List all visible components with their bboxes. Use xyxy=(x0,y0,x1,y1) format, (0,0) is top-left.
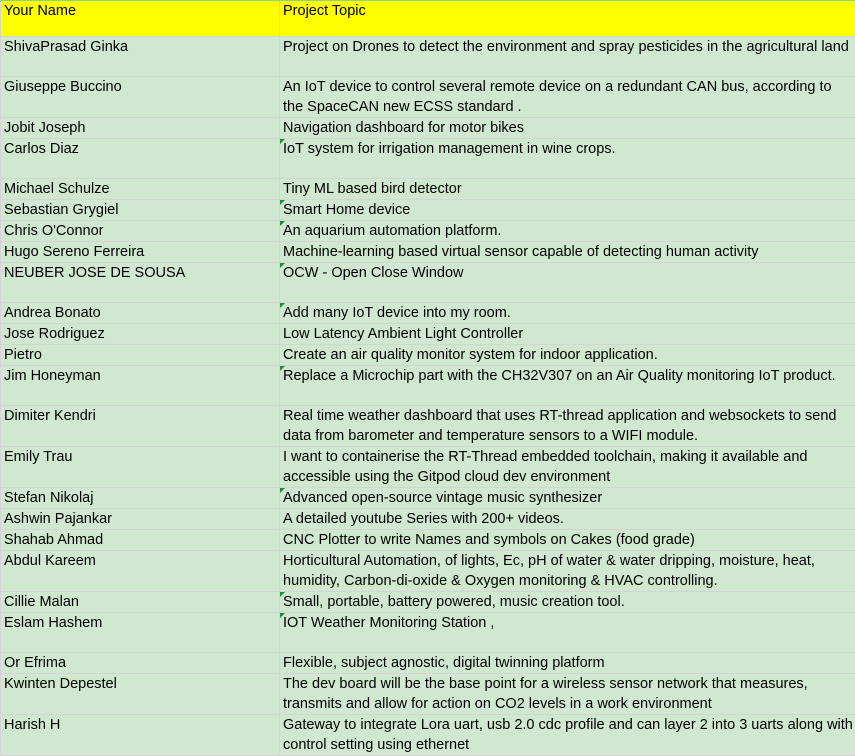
table-row xyxy=(1,139,855,179)
topic-cell[interactable]: I want to containerise the RT-Thread embedded toolchain, making it available and accessible using the Gitpod cloud dev environment xyxy=(280,447,855,488)
topic-cell[interactable]: Real time weather dashboard that uses RT-thread application and websockets to send data from barometer and temperature sensors to a WIFI module. xyxy=(280,406,855,447)
topic-cell[interactable]: The dev board will be the base point for a wireless sensor network that measures, transmits and allow for action on CO2 levels in a work environment xyxy=(280,674,855,715)
name-cell[interactable]: Emily Trau xyxy=(1,447,280,488)
topic-cell[interactable]: Add many IoT device into my room. xyxy=(280,303,855,324)
name-cell[interactable]: NEUBER JOSE DE SOUSA xyxy=(1,263,280,303)
table-row xyxy=(1,221,855,242)
topic-cell[interactable]: Project on Drones to detect the environment and spray pesticides in the agricultural land xyxy=(280,37,855,77)
header-cell-project-topic[interactable]: Project Topic xyxy=(280,1,855,37)
table-row xyxy=(1,366,855,406)
topic-cell[interactable]: Small, portable, battery powered, music creation tool. xyxy=(280,592,855,613)
name-cell[interactable]: Stefan Nikolaj xyxy=(1,488,280,509)
table-row xyxy=(1,488,855,509)
table-row xyxy=(1,200,855,221)
name-cell[interactable]: Michael Schulze xyxy=(1,179,280,200)
name-cell[interactable]: Giuseppe Buccino xyxy=(1,77,280,118)
topic-cell[interactable]: A detailed youtube Series with 200+ videos. xyxy=(280,509,855,530)
table-row xyxy=(1,179,855,200)
name-cell[interactable]: Ashwin Pajankar xyxy=(1,509,280,530)
topic-cell[interactable]: An aquarium automation platform. xyxy=(280,221,855,242)
topic-cell[interactable]: CNC Plotter to write Names and symbols on Cakes (food grade) xyxy=(280,530,855,551)
topic-cell[interactable]: OCW - Open Close Window xyxy=(280,263,855,303)
table-row xyxy=(1,551,855,592)
topic-cell[interactable]: IoT system for irrigation management in wine crops. xyxy=(280,139,855,179)
topic-cell[interactable]: Smart Home device xyxy=(280,200,855,221)
topic-cell[interactable]: Advanced open-source vintage music synthesizer xyxy=(280,488,855,509)
table-row xyxy=(1,303,855,324)
table-row xyxy=(1,324,855,345)
name-cell[interactable]: Jose Rodriguez xyxy=(1,324,280,345)
topic-cell[interactable]: Low Latency Ambient Light Controller xyxy=(280,324,855,345)
name-cell[interactable]: Andrea Bonato xyxy=(1,303,280,324)
table-row xyxy=(1,613,855,653)
table-row xyxy=(1,715,855,756)
topic-cell[interactable]: Tiny ML based bird detector xyxy=(280,179,855,200)
table-row xyxy=(1,653,855,674)
name-cell[interactable]: Jobit Joseph xyxy=(1,118,280,139)
table-row xyxy=(1,674,855,715)
name-cell[interactable]: ShivaPrasad Ginka xyxy=(1,37,280,77)
name-cell[interactable]: Dimiter Kendri xyxy=(1,406,280,447)
name-cell[interactable]: Kwinten Depestel xyxy=(1,674,280,715)
header-row xyxy=(1,1,855,37)
topic-cell[interactable]: IOT Weather Monitoring Station , xyxy=(280,613,855,653)
header-cell-your-name[interactable]: Your Name xyxy=(1,1,280,37)
topic-cell[interactable]: Flexible, subject agnostic, digital twinning platform xyxy=(280,653,855,674)
table-row xyxy=(1,509,855,530)
name-cell[interactable]: Shahab Ahmad xyxy=(1,530,280,551)
table-row xyxy=(1,345,855,366)
name-cell[interactable]: Hugo Sereno Ferreira xyxy=(1,242,280,263)
table-row xyxy=(1,530,855,551)
table-row xyxy=(1,406,855,447)
name-cell[interactable]: Abdul Kareem xyxy=(1,551,280,592)
table-row xyxy=(1,242,855,263)
topic-cell[interactable]: Create an air quality monitor system for indoor application. xyxy=(280,345,855,366)
name-cell[interactable]: Sebastian Grygiel xyxy=(1,200,280,221)
name-cell[interactable]: Eslam Hashem xyxy=(1,613,280,653)
topic-cell[interactable]: An IoT device to control several remote device on a redundant CAN bus, according to the SpaceCAN new ECSS standard . xyxy=(280,77,855,118)
topic-cell[interactable]: Replace a Microchip part with the CH32V307 on an Air Quality monitoring IoT product. xyxy=(280,366,855,406)
table-row xyxy=(1,592,855,613)
topic-cell[interactable]: Machine-learning based virtual sensor capable of detecting human activity xyxy=(280,242,855,263)
name-cell[interactable]: Jim Honeyman xyxy=(1,366,280,406)
table-row xyxy=(1,118,855,139)
table-row xyxy=(1,447,855,488)
name-cell[interactable]: Pietro xyxy=(1,345,280,366)
name-cell[interactable]: Carlos Diaz xyxy=(1,139,280,179)
name-cell[interactable]: Harish H xyxy=(1,715,280,756)
table-row xyxy=(1,77,855,118)
name-cell[interactable]: Chris O'Connor xyxy=(1,221,280,242)
topic-cell[interactable]: Gateway to integrate Lora uart, usb 2.0 cdc profile and can layer 2 into 3 uarts along with control setting using ethernet xyxy=(280,715,855,756)
name-cell[interactable]: Or Efrima xyxy=(1,653,280,674)
table-row xyxy=(1,263,855,303)
topic-cell[interactable]: Navigation dashboard for motor bikes xyxy=(280,118,855,139)
table-row xyxy=(1,37,855,77)
topic-cell[interactable]: Horticultural Automation, of lights, Ec, pH of water & water dripping, moisture, heat, humidity, Carbon-di-oxide & Oxygen monitoring & HVAC controlling. xyxy=(280,551,855,592)
name-cell[interactable]: Cillie Malan xyxy=(1,592,280,613)
